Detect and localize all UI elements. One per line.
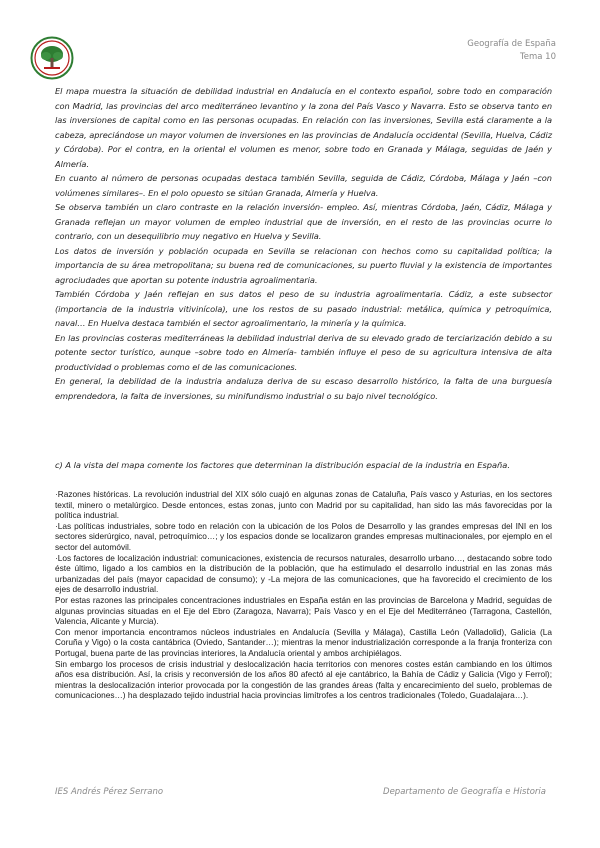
page-header bbox=[467, 38, 556, 64]
paragraph: ·Las políticas industriales, sobre todo en relación con la ubicación de los Polos de Desarrollo y las grandes empresas del INI en los sectores siderúrgico, naval, petroquímico…; y los espacios donde se localizaron grandes empresas multinacionales, por ejemplo en el sector del automóvil. bbox=[55, 520, 552, 552]
paragraph: En cuanto al número de personas ocupadas destaca también Sevilla, seguida de Cádiz, Córdoba, Málaga y Jaén –con volúmenes similares–. En el polo opuesto se sitúan Granada, Almería y Huelva. bbox=[55, 173, 552, 198]
paragraph: ·Los factores de localización industrial: comunicaciones, existencia de recursos naturales, desarrollo urbano…, destacando sobre todo éste último, ligado a los cambios en la distribución de la población, que ha estimulado el desarrollo industrial en las zonas más urbanizadas del país (mayor capacidad de consumo); y -La mejora de las comunicaciones, que ha favorecido el crecimiento de los ejes de desarrollo industrial. bbox=[55, 552, 552, 595]
paragraph: En general, la debilidad de la industria andaluza deriva de su escaso desarrollo histórico, la falta de una burguesía emprendedora, la falta de inversiones, su minifundismo industrial o su bajo nivel tecnológico. bbox=[55, 376, 552, 401]
tree-crest-icon bbox=[30, 36, 74, 80]
school-logo bbox=[30, 36, 74, 80]
header-subject: Geografía de España bbox=[467, 39, 556, 49]
paragraph: Por estas razones las principales concentraciones industriales en España están en las provincias de Barcelona y Madrid, seguidas de algunas provincias situadas en el Eje del Ebro (Zaragoza, Navarra); País Vasco y en el Eje del Mediterráneo (Tarragona, Castellón, Valencia, Alicante y Murcia). bbox=[55, 594, 552, 627]
paragraph: ·Razones históricas. La revolución industrial del XIX sólo cuajó en algunas zonas de Cataluña, País vasco y Asturias, en los sectores textil, minero o metalúrgico. Desde entonces, estas zonas, junto con Madrid por su capitalidad, han sido las más favorecidas por la política industrial. bbox=[55, 489, 552, 521]
paragraph: También Córdoba y Jaén reflejan en sus datos el peso de su industria agroalimentaria. Cádiz, a este subsector (importancia de la industria vitivinícola), une los restos de su pasado industrial: metálica, química y petroquímica, naval… En Huelva destaca también el sector agroalimentario, la minería y la química. bbox=[55, 289, 552, 328]
paragraph: En las provincias costeras mediterráneas la debilidad industrial deriva de su elevado grado de terciarización debido a su potente sector turístico, aunque –sobre todo en Almería- también influye el peso de su agricultura intensiva de alta productividad o problemas como el de las comunicaciones. bbox=[55, 332, 552, 372]
paragraph: El mapa muestra la situación de debilidad industrial en Andalucía en el contexto español, sobre todo en comparación con Madrid, las provincias del arco mediterráneo levantino y la zona del País Vasco y Navarra. Esto se observa tanto en las inversiones de capital como en las personas ocupadas. En relación con las inversiones, Sevilla está claramente a la cabeza, apreciándose un mayor volumen de inversiones en las provincias de Andalucía occidental (Sevilla, Huelva, Cádiz y Córdoba). Por el contra, en la oriental el volumen es menor, sobre todo en Granada y Málaga, seguidas de Jaén y Almería. bbox=[55, 86, 552, 169]
paragraph: Se observa también un claro contraste en la relación inversión- empleo. Así, mientras Córdoba, Jaén, Cádiz, Málaga y Granada reflejan un mayor volumen de empleo industrial que de inversión, en el resto de las provincias ocurre lo contrario, con un desequilibrio muy negativo en Huelva y Sevilla. bbox=[55, 202, 552, 241]
footer-school: IES Andrés Pérez Serrano bbox=[55, 787, 164, 797]
header-unit: Tema 10 bbox=[520, 52, 556, 62]
footer-department: Departamento de Geografía e Historia bbox=[383, 787, 546, 797]
paragraph: Sin embargo los procesos de crisis industrial y deslocalización hacia territorios con menores costes están cambiando en los últimos años esa distribución. Así, la crisis y reconversión de los años 80 afectó al eje cantábrico, la Bahía de Cádiz y Galicia (Vigo y Ferrol); mientras la deslocalización interior provocada por la congestión de las grandes áreas (falta y encarecimiento del suelo, problemas de comunicaciones…) ha desplazado tejido industrial hacia provincias limítrofes a los centros tradicionales (Toledo, Guadalajara…). bbox=[55, 658, 552, 701]
paragraph: Con menor importancia encontramos núcleos industriales en Andalucía (Sevilla y Málaga), Castilla León (Valladolid), Galicia (La Coruña y Vigo) o la costa cantábrica (Oviedo, Santander…); mientras la menor industrialización corresponde a la franja fronteriza con Portugal, buena parte de las provincias interiores, la Andalucía oriental y ambos archipiélagos. bbox=[55, 626, 552, 658]
factors-answer bbox=[55, 489, 552, 701]
map-commentary bbox=[55, 84, 552, 403]
paragraph: Los datos de inversión y población ocupada en Sevilla se relacionan con hechos como su capitalidad política; la importancia de su área metropolitana; su buena red de comunicaciones, su puerto fluvial y la existencia de importantes agrociudades que aportan su potente industria agroalimentaria. bbox=[55, 245, 552, 285]
question-c: c) A la vista del mapa comente los factores que determinan la distribución espacial de la industria en España. bbox=[55, 460, 510, 470]
